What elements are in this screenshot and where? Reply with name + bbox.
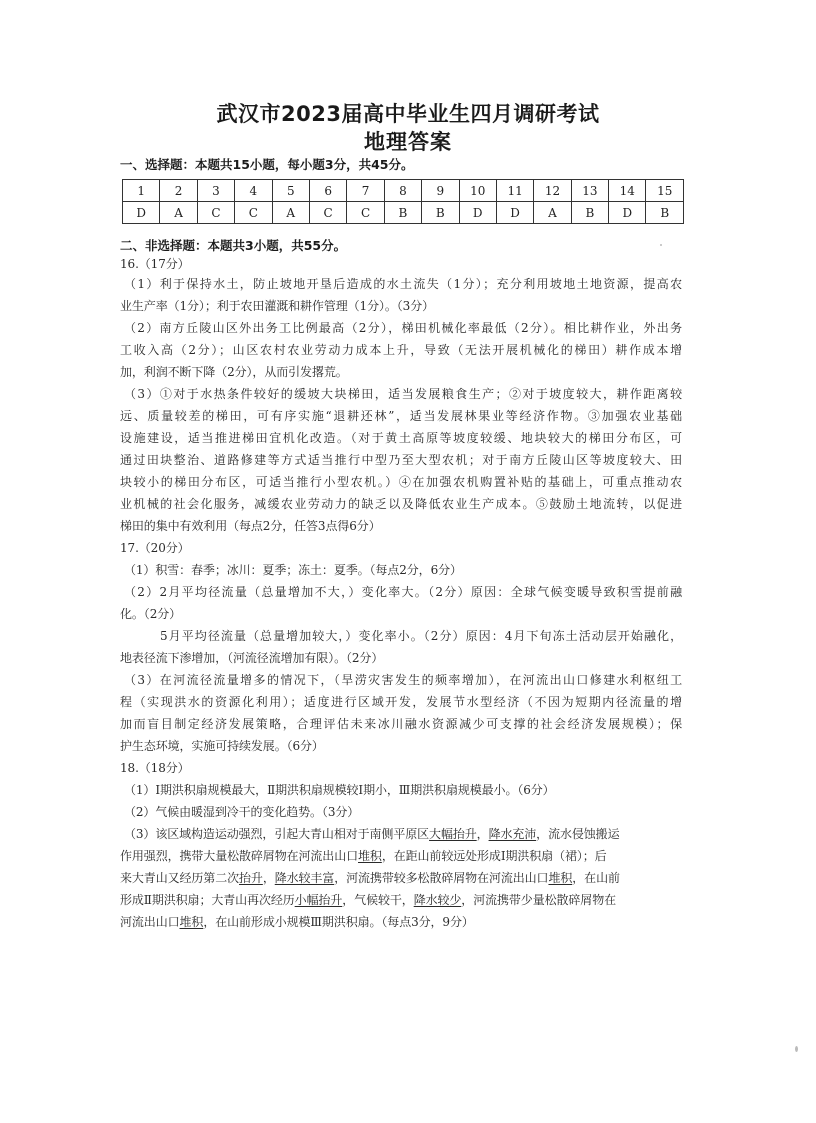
- q16-line: （1）利于保持水土，防止坡地开垦后造成的水土流失（1分）；充分利用坡地土地资源，提高农: [124, 277, 682, 291]
- q17-line: 5月平均径流量（总量增加较大，）变化率小。（2分）原因：4月下旬冻土活动层开始融化，: [160, 629, 682, 643]
- answer-number-row: [123, 180, 684, 202]
- answer-letter: A: [534, 202, 571, 224]
- question-number: 15: [646, 180, 684, 202]
- q18-line: [124, 824, 619, 844]
- answer-letter: D: [459, 202, 496, 224]
- underlined-term: 堆积: [179, 915, 204, 929]
- q16-line: （2）南方丘陵山区外出务工比例最高（2分），梯田机械化率最低（2分）。相比耕作业，外出务: [124, 321, 682, 335]
- document-subtitle: 地理答案: [364, 130, 452, 154]
- q16-line: 梯田的集中有效利用（每点2分，任答3点得6分）: [120, 519, 381, 533]
- question-number: 5: [272, 180, 309, 202]
- q17-line: （3）在河流径流量增多的情况下，（旱涝灾害发生的频率增加），在河流出山口修建水利枢纽工: [124, 673, 682, 687]
- q18-line: [120, 890, 616, 910]
- answer-letter: B: [384, 202, 421, 224]
- answer-letter: B: [646, 202, 684, 224]
- answer-letter: C: [347, 202, 384, 224]
- underlined-term: 大幅抬升: [429, 827, 477, 841]
- answer-letter: C: [197, 202, 234, 224]
- q16-line: 业生产率（1分）；利于农田灌溉和耕作管理（1分）。（3分）: [120, 299, 435, 313]
- underlined-term: 降水较少: [413, 893, 462, 907]
- q18-line: [120, 912, 474, 932]
- answer-letter: A: [272, 202, 309, 224]
- scan-speck: [795, 1046, 798, 1052]
- question-number: 11: [496, 180, 533, 202]
- answer-letter: D: [123, 202, 160, 224]
- question-number: 6: [309, 180, 346, 202]
- question-number: 8: [384, 180, 421, 202]
- question-number: 2: [160, 180, 197, 202]
- answer-letter: C: [309, 202, 346, 224]
- text-run: ，河流携带较多松散碎屑物在河流出山口: [334, 871, 549, 885]
- question-number: 10: [459, 180, 496, 202]
- q17-line: 地表径流下渗增加，（河流径流增加有限）。（2分）: [120, 651, 384, 665]
- text-run: ，在距山前较远处形成Ⅰ期洪积扇（裙）；后: [381, 849, 607, 863]
- q17-line: 护生态环境，实施可持续发展。（6分）: [120, 739, 324, 753]
- q16-line: 通过田块整治、道路修建等方式适当推行中型乃至大型农机；对于南方丘陵山区等坡度较大、田: [120, 453, 682, 467]
- underlined-term: 堆积: [358, 849, 382, 863]
- text-run: ，河流携带少量松散碎屑物在: [461, 893, 616, 907]
- q17-line: （2）2月平均径流量（总量增加不大，）变化率大。（2分）原因：全球气候变暖导致积雪提前融: [124, 585, 682, 599]
- text-run: ，在山前: [572, 871, 620, 885]
- text-run: 形成Ⅱ期洪积扇；大青山再次经历: [120, 893, 295, 907]
- section-2-heading: 二、非选择题：本题共3小题，共55分。: [120, 238, 347, 253]
- answer-letter: A: [160, 202, 197, 224]
- q16-line: （3）①对于水热条件较好的缓坡大块梯田，适当发展粮食生产；②对于坡度较大，耕作距离较: [124, 387, 682, 401]
- q18-heading: 18.（18分）: [120, 761, 190, 775]
- q16-line: 工收入高（2分）；山区农村农业劳动力成本上升，导致（无法开展机械化的梯田）耕作成本增: [120, 343, 682, 357]
- q16-line: 业机械的社会化服务，减缓农业劳动力的缺乏以及降低农业生产成本。⑤鼓励土地流转，以促进: [120, 497, 682, 511]
- q16-line: 远、质量较差的梯田，可有序实施“退耕还林”，适当发展林果业等经济作物。③加强农业基础: [120, 409, 682, 423]
- question-number: 9: [422, 180, 459, 202]
- underlined-term: 降水充沛: [488, 827, 537, 841]
- q18-line: （1）Ⅰ期洪积扇规模最大，Ⅱ期洪积扇规模较Ⅰ期小，Ⅲ期洪积扇规模最小。（6分）: [124, 783, 555, 797]
- q18-line: （2）气候由暖湿到冷干的变化趋势。（3分）: [124, 805, 360, 819]
- question-number: 12: [534, 180, 571, 202]
- text-run: （3）该区域构造运动强烈，引起大青山相对于南侧平原区: [124, 827, 430, 841]
- question-number: 13: [571, 180, 608, 202]
- answer-table: [122, 179, 684, 224]
- answer-letter: D: [609, 202, 646, 224]
- q17-heading: 17.（20分）: [120, 541, 190, 555]
- q16-heading: 16.（17分）: [120, 257, 190, 271]
- underlined-term: 抬升: [239, 871, 263, 885]
- q16-line: 设施建设，适当推进梯田宜机化改造。（对于黄土高原等坡度较缓、地块较大的梯田分布区，可: [120, 431, 682, 445]
- q16-line: 加，利润不断下降（2分），从而引发撂荒。: [120, 365, 348, 379]
- q17-line: 加而盲目制定经济发展策略，合理评估未来冰川融水资源减少可支撑的社会经济发展规模）；保: [120, 717, 682, 731]
- q18-line: [120, 846, 607, 866]
- q16-line: 块较小的梯田分布区，可适当推行小型农机。）④在加强农机购置补贴的基础上，可重点推动农: [120, 475, 682, 489]
- question-number: 1: [123, 180, 160, 202]
- underlined-term: 小幅抬升: [294, 893, 343, 907]
- scan-speck: [660, 244, 662, 246]
- answer-letter: B: [571, 202, 608, 224]
- text-run: 河流出山口: [120, 915, 180, 929]
- text-run: ，流水侵蚀搬运: [536, 827, 620, 841]
- section-1-heading: 一、选择题：本题共15小题，每小题3分，共45分。: [120, 157, 414, 172]
- document-title: 武汉市2023届高中毕业生四月调研考试: [216, 102, 600, 126]
- text-run: ，在山前形成小规模Ⅲ期洪积扇。（每点3分，9分）: [203, 915, 474, 929]
- q18-line: [120, 868, 620, 888]
- question-number: 3: [197, 180, 234, 202]
- question-number: 14: [609, 180, 646, 202]
- text-run: ，: [262, 871, 275, 885]
- underlined-term: 降水较丰富: [274, 871, 335, 885]
- question-number: 7: [347, 180, 384, 202]
- q17-line: 化。（2分）: [120, 607, 182, 621]
- underlined-term: 堆积: [548, 871, 573, 885]
- q17-line: （1）积雪：春季；冰川：夏季；冻土：夏季。（每点2分，6分）: [124, 563, 462, 577]
- answer-letter: D: [496, 202, 533, 224]
- text-run: ，: [476, 827, 489, 841]
- answer-letter: C: [235, 202, 272, 224]
- text-run: 来大青山又经历第二次: [120, 871, 240, 885]
- answer-letter-row: [123, 202, 684, 224]
- text-run: 作用强烈，携带大量松散碎屑物在河流出山口: [120, 849, 359, 863]
- question-number: 4: [235, 180, 272, 202]
- q17-line: 程（实现洪水的资源化利用）；适度进行区域开发，发展节水型经济（不因为短期内径流量的增: [120, 695, 682, 709]
- text-run: ，气候较干，: [342, 893, 414, 907]
- answer-letter: B: [422, 202, 459, 224]
